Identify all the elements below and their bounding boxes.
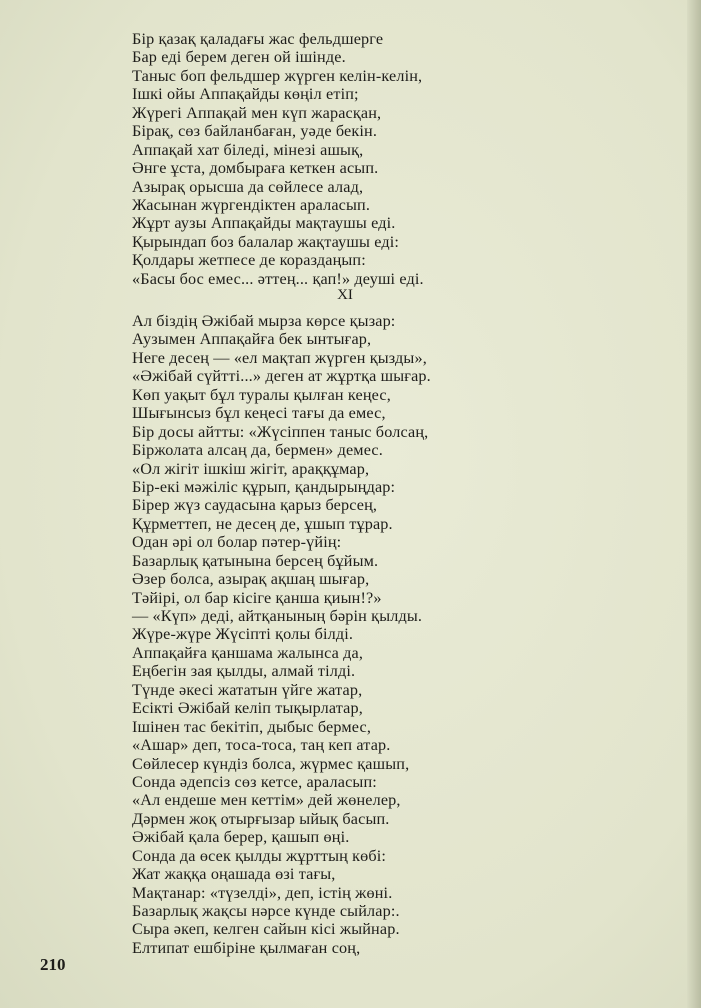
poem-line: Азырақ орысша да сөйлесе алад,	[132, 177, 364, 196]
poem-line: Қолдары жетпесе де кораздаңып:	[132, 251, 366, 270]
poem-line: Жат жаққа оңашада өзі тағы,	[132, 865, 336, 884]
poem-line: Жүрегі Аппақай мен күп жарасқан,	[132, 103, 382, 122]
poem-line: Аппақай хат біледі, мінезі ашық,	[132, 140, 364, 159]
poem-line: «Ашар» деп, тоса-тоса, таң кеп атар.	[132, 736, 391, 755]
poem-line: Аузымен Аппақайға бек ынтығар,	[132, 330, 372, 349]
poem-line: Әнге ұста, домбыраға кеткен асып.	[132, 159, 379, 178]
poem-line: — «Күп» деді, айтқанының бәрін қылды.	[132, 607, 423, 625]
poem-line: Аппақайға қаншама жалынса да,	[132, 643, 364, 662]
poem-line: Түнде әкесі жататын үйге жатар,	[132, 680, 363, 699]
poem-line: Ішінен тас бекітіп, дыбыс бермес,	[132, 717, 372, 736]
poem-line: Көп уақыт бұл туралы қылған кеңес,	[132, 385, 391, 404]
poem-line: Әжібай қала берер, қашып өңі.	[132, 828, 350, 847]
poem-line: Тәйірі, ол бар кісіге қанша қиын!?»	[132, 588, 382, 607]
poem-line: Бір досы айтты: «Жүсіппен таныс болсаң,	[132, 422, 429, 441]
section-heading: XI	[337, 287, 353, 303]
poem-line: Сонда да өсек қылды жұрттың көбі:	[132, 846, 387, 865]
poem-line: Ал біздің Әжібай мырза көрсе қызар:	[132, 312, 396, 330]
poem-line: Бірер жүз саудасына қарыз берсең,	[132, 496, 378, 515]
page-number: 210	[40, 955, 66, 974]
poem-line: «Басы бос емес... әттең... қап!» деуші еді.	[132, 269, 424, 288]
poem-line: «Әжібай сүйтті...» деген ат жұртқа шығар.	[132, 367, 431, 386]
poem-line: Елтипат ешбіріне қылмаған соң,	[132, 938, 361, 957]
poem-line: Таныс боп фельдшер жүрген келін-келін,	[132, 66, 423, 85]
poem-line: Базарлық қатынына берсең бұйым.	[132, 551, 379, 570]
poem-line: Бірақ, сөз байланбаған, уәде бекін.	[132, 122, 378, 141]
poem-line: Бір-екі мәжіліс құрып, қандырыңдар:	[132, 477, 396, 496]
poem-line: Құрметтеп, не десең де, ұшып тұрар.	[132, 514, 393, 533]
poem-line: Жүре-жүре Жүсіпті қолы білді.	[132, 625, 354, 644]
poem-line: Сонда әдепсіз сөз кетсе, араласып:	[132, 772, 377, 791]
poem-line: Шығынсыз бұл кеңесі тағы да емес,	[132, 404, 386, 423]
poem-stanza-1	[132, 30, 552, 288]
poem-line: Бір қазақ қаладағы жас фельдшерге	[132, 30, 384, 48]
poem-line: Қырындап боз балалар жақтаушы еді:	[132, 232, 400, 251]
poem-line: Жұрт аузы Аппақайды мақтаушы еді.	[132, 214, 396, 233]
poem-line: «Ал ендеше мен кеттім» дей жөнелер,	[132, 791, 401, 810]
poem-line: Әзер болса, азырақ ақшаң шығар,	[132, 570, 370, 589]
poem-line: Дәрмен жоқ отырғызар ыйық басып.	[132, 809, 390, 828]
poem-line: Сөйлесер күндіз болса, жүрмес қашып,	[132, 754, 410, 773]
poem-line: Базарлық жақсы нәрсе күнде сыйлар:.	[132, 902, 400, 920]
poem-line: Неге десең — «ел мақтап жүрген қызды»,	[132, 348, 427, 367]
book-spine-shadow	[687, 0, 701, 1008]
poem-line: «Ол жігіт ішкіш жігіт, араққұмар,	[132, 459, 370, 478]
poem-line: Біржолата алсаң да, бермен» демес.	[132, 441, 383, 460]
poem-line: Жасынан жүргендіктен араласып.	[132, 195, 371, 214]
poem-line: Сыра әкеп, келген сайын кісі жыйнар.	[132, 920, 400, 939]
poem-stanza-2	[132, 312, 552, 957]
poem-line: Ішкі ойы Аппақайды көңіл етіп;	[132, 85, 359, 104]
poem-line: Есікті Әжібай келіп тықырлатар,	[132, 699, 363, 718]
poem-line: Еңбегін зая қылды, алмай тілді.	[132, 662, 356, 681]
poem-line: Бар еді берем деген ой ішінде.	[132, 48, 346, 67]
poem-line: Мақтанар: «түзелді», деп, істің жөні.	[132, 883, 393, 902]
poem-line: Одан әрі ол болар пәтер-үйің:	[132, 533, 342, 552]
